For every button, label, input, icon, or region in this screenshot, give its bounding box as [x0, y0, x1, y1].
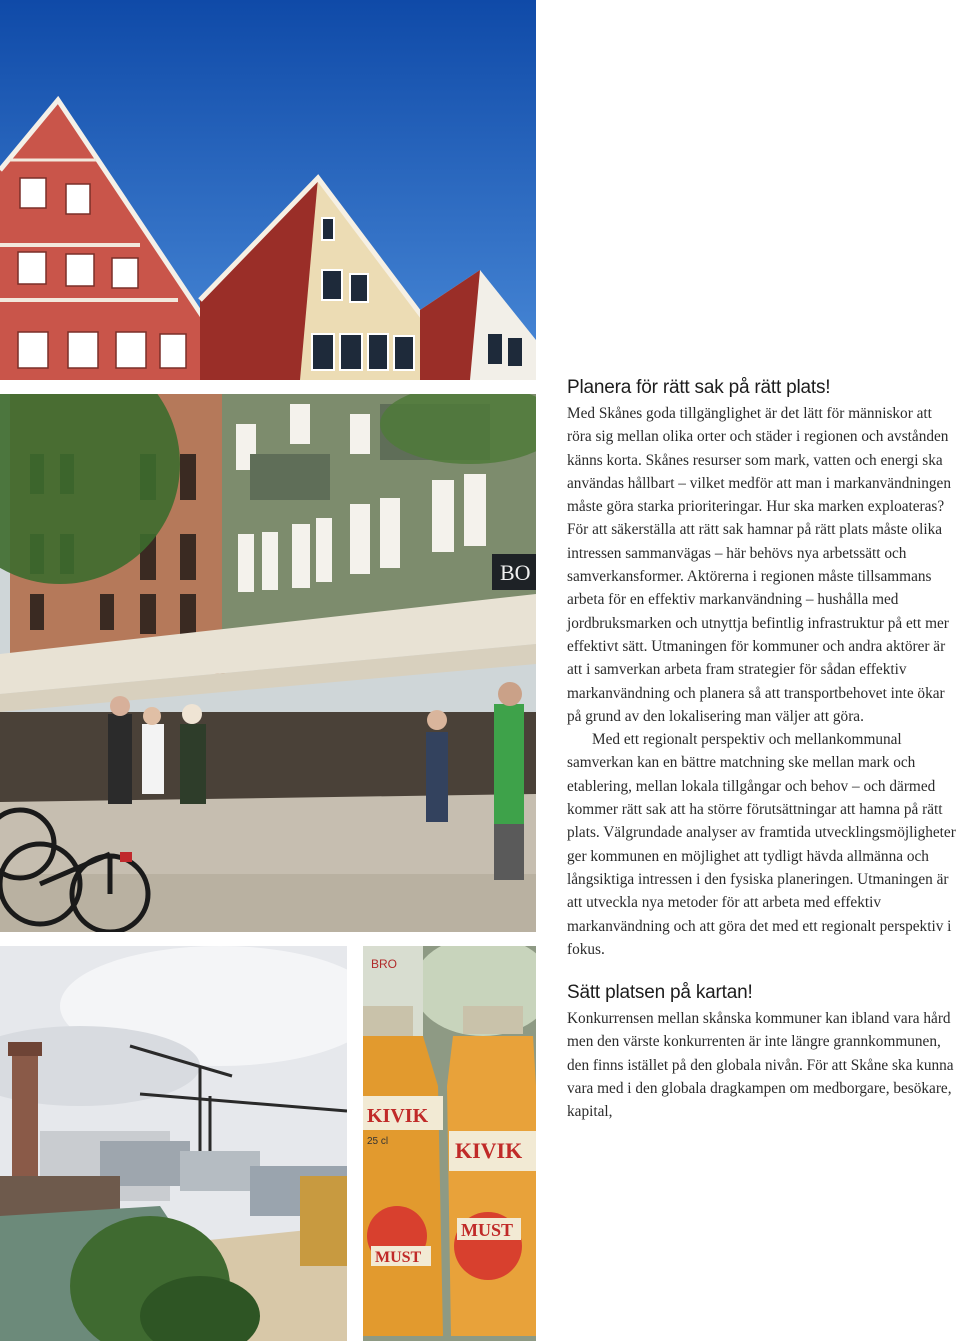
- photo-city-cranes: [0, 946, 347, 1341]
- body-paragraph: Med Skånes goda tillgänglighet är det lätt för människor att röra sig mellan olika orter och städer i regionen och avstånden känns korta. Skånes resurser som mark, vatten och energi ska användas hållbart – vilket medför att man i markanvändningen måste göra starka prioriteringar. Hur ska marken exploateras? För att säkerställa att rätt sak hamnar på rätt plats måste olika intressen sammanvägas – här behövs nya arbetssätt och samverkansformer. Aktörerna i regionen måste tillsammans arbeta för en effektiv markanvändning – hushålla med jordbruksmarken och utnyttja befintlig infrastruktur på ett mer effektivt sätt. Utmaningen för kommuner och andra aktörer är att i samverkan arbeta fram strategier för sådan effektiv markanvändning och planera så att transportbehovet inte ökar på grund av den lokalisering man väljer att göra.: [567, 405, 951, 725]
- bottle-label-2: KIVIK: [455, 1138, 523, 1163]
- bottle-sub-2: MUST: [461, 1220, 514, 1240]
- bottle-label-1: KIVIK: [367, 1105, 429, 1127]
- photo-street-cafe: [0, 394, 536, 932]
- bottle-sub-1: MUST: [375, 1249, 422, 1266]
- section-place-on-map: [567, 981, 959, 1123]
- body-paragraph: Med ett regionalt perspektiv och mellankommunal samverkan kan en bättre matchning ske mellan mark och etablering, mellan lokala tillgångar och behov – och därmed kommer rätt sak att ha större förutsättningar att hamna på rätt plats. Välgrundade analyser av framtida utvecklingsmöjligheter ger kommunen en möjlighet att tydligt hävda allmänna och långsiktiga intressen i den fysiska planeringen. Utmaningen är att utveckla nya metoder för att arbeta med effektiv markanvändning och att göra det med ett regionalt perspektiv i fokus.: [567, 731, 956, 958]
- svg-text:BRO: BRO: [371, 957, 398, 971]
- section-heading-planning: Planera för rätt sak på rätt plats!: [567, 377, 831, 398]
- bottle-volume: 25 cl: [367, 1136, 389, 1147]
- photo-juice-bottles: [363, 946, 536, 1341]
- section-heading-map: Sätt platsen på kartan!: [567, 982, 753, 1004]
- cafe-sign-text: BO: [500, 560, 531, 585]
- body-paragraph: Konkurrensen mellan skånska kommuner kan ibland vara hård men den värste konkurrenten är inte längre grannkommunen, den finns istället på den globala nivån. För att Skåne ska kunna vara med i den globala dragkampen om medborgare, besökare, kapital,: [567, 1010, 954, 1121]
- photo-gabled-houses: [0, 0, 536, 380]
- article-text-column: [567, 376, 959, 1124]
